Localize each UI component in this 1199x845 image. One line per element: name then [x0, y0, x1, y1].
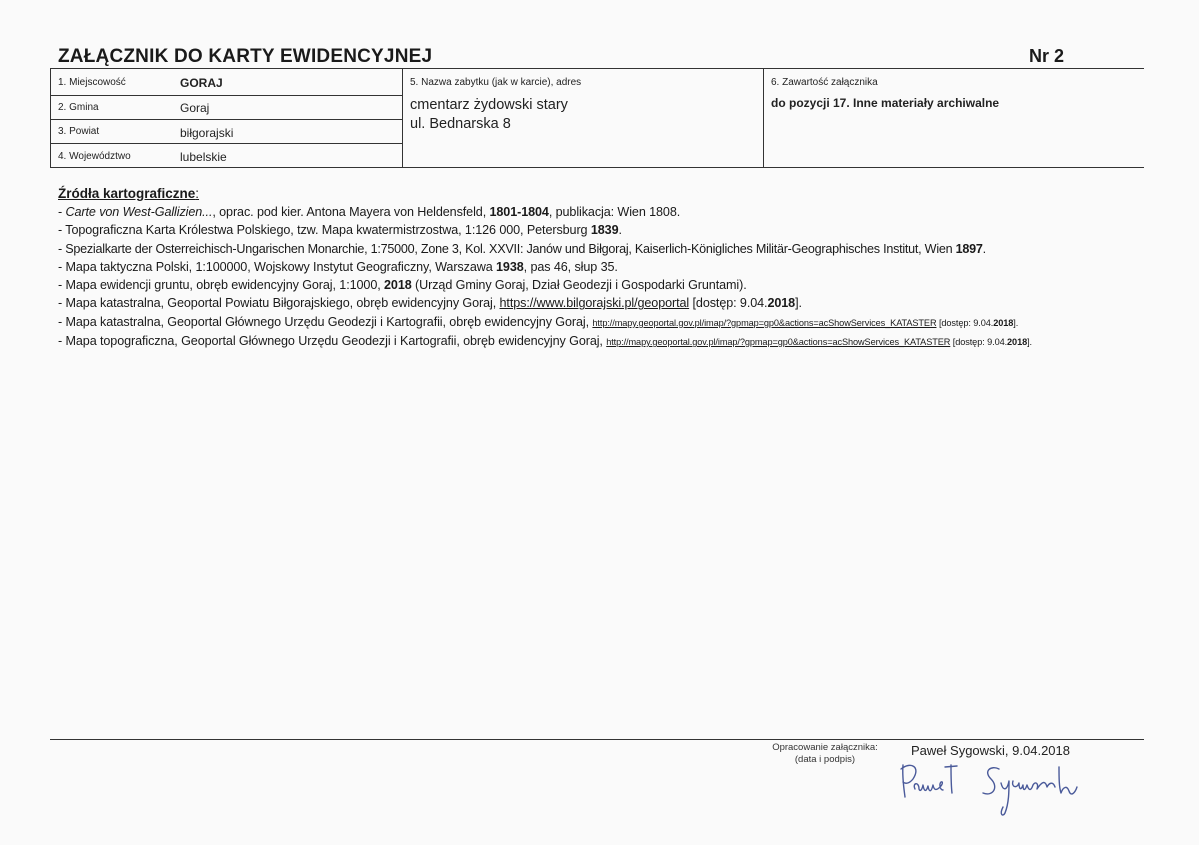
- field-value-nazwa: [410, 96, 568, 134]
- source-link[interactable]: https://www.bilgorajski.pl/geoportal: [499, 296, 690, 311]
- table-top-border: [50, 68, 1144, 69]
- row-divider-1: [50, 95, 402, 96]
- source-title: Carte von West-Gallizien...: [65, 205, 213, 219]
- source-text: - Mapa topograficzna, Geoportal Głównego Urzędu Geodezji i Kartografii, obręb ewidencyjny Goraj,: [58, 334, 607, 349]
- source-link[interactable]: http://mapy.geoportal.gov.pl/imap/?gpmap=gp0&actions=acShowServices_KATASTER: [606, 337, 951, 348]
- source-tail: , publikacja: Wien 1808.: [548, 205, 681, 219]
- source-prefix: -: [58, 205, 66, 219]
- field-label-powiat: 3. Powiat: [58, 126, 100, 137]
- column-divider-2: [763, 68, 764, 168]
- footer-label-line1: Opracowanie załącznika:: [772, 742, 878, 753]
- source-access: [dostęp: 9.04.: [936, 317, 994, 328]
- footer-divider: [50, 739, 1144, 740]
- row-divider-3: [50, 143, 402, 144]
- source-text: , oprac. pod kier. Antona Mayera von Heldensfeld,: [212, 205, 490, 219]
- source-tail: .: [982, 241, 986, 256]
- footer-label: [755, 742, 895, 766]
- field-label-zawartosc: 6. Zawartość załącznika: [771, 77, 878, 88]
- source-text: - Mapa katastralna, Geoportal Powiatu Biłgorajskiego, obręb ewidencyjny Goraj,: [58, 296, 500, 311]
- source-item: [58, 221, 1168, 239]
- table-left-border: [50, 68, 51, 168]
- source-year: 1801-1804: [489, 205, 549, 219]
- source-year: 1897: [955, 241, 983, 256]
- field-value-gmina: Goraj: [180, 101, 210, 115]
- row-divider-2: [50, 119, 402, 120]
- source-link[interactable]: http://mapy.geoportal.gov.pl/imap/?gpmap=gp0&actions=acShowServices_KATASTER: [592, 317, 937, 328]
- document-number: Nr 2: [1029, 46, 1065, 66]
- source-text: - Mapa taktyczna Polski, 1:100000, Wojskowy Instytut Geograficzny, Warszawa: [58, 259, 497, 274]
- sources-section: [58, 186, 1168, 351]
- source-item: [58, 332, 1168, 351]
- source-item: [58, 294, 1168, 312]
- source-item: [58, 276, 1168, 294]
- source-year: 1938: [496, 259, 524, 274]
- source-tail: ].: [1027, 337, 1032, 348]
- field-value-nazwa-line2: ul. Bednarska 8: [410, 116, 511, 132]
- field-value-powiat: biłgorajski: [180, 126, 234, 140]
- sources-heading-colon: :: [195, 186, 200, 201]
- source-access: [dostęp: 9.04.: [950, 337, 1008, 348]
- sources-heading: [58, 186, 1168, 201]
- source-year: 2018: [767, 296, 796, 311]
- field-value-miejscowosc: GORAJ: [180, 76, 223, 90]
- source-year: 1839: [590, 223, 619, 238]
- source-item: [58, 258, 1168, 276]
- footer-author-date: Paweł Sygowski, 9.04.2018: [911, 743, 1070, 758]
- source-tail: (Urząd Gminy Goraj, Dział Geodezji i Gospodarki Gruntami).: [411, 278, 747, 293]
- table-bottom-border: [50, 167, 1144, 168]
- source-year: 2018: [993, 317, 1014, 328]
- field-value-wojewodztwo: lubelskie: [180, 150, 227, 164]
- field-label-nazwa: 5. Nazwa zabytku (jak w karcie), adres: [410, 77, 582, 88]
- source-text: - Mapa ewidencji gruntu, obręb ewidencyjny Goraj, 1:1000,: [58, 278, 385, 293]
- handwritten-signature: [895, 757, 1095, 819]
- field-label-gmina: 2. Gmina: [58, 102, 99, 113]
- source-tail: ].: [1013, 317, 1019, 328]
- source-tail: ].: [795, 296, 802, 311]
- field-label-wojewodztwo: 4. Województwo: [58, 151, 131, 162]
- source-item: [58, 240, 1168, 258]
- column-divider-1: [402, 68, 403, 168]
- field-value-zawartosc: do pozycji 17. Inne materiały archiwalne: [771, 96, 1000, 110]
- field-value-nazwa-line1: cmentarz żydowski stary: [410, 97, 568, 113]
- source-year: 2018: [384, 278, 412, 293]
- source-text: - Mapa katastralna, Geoportal Głównego Urzędu Geodezji i Kartografii, obręb ewidencyjny Goraj,: [58, 314, 593, 329]
- source-access: [dostęp: 9.04.: [689, 296, 768, 311]
- source-item: [58, 313, 1168, 332]
- document-title: ZAŁĄCZNIK DO KARTY EWIDENCYJNEJ: [58, 46, 433, 67]
- source-tail: , pas 46, słup 35.: [523, 259, 618, 274]
- footer-label-line2: (data i podpis): [794, 754, 856, 765]
- source-item: [58, 203, 1168, 221]
- sources-heading-text: Źródła kartograficzne: [58, 186, 196, 201]
- source-text: - Topograficzna Karta Królestwa Polskiego, tzw. Mapa kwatermistrzostwa, 1:126 000, Petersburg: [58, 223, 591, 238]
- source-year: 2018: [1007, 337, 1028, 348]
- field-label-miejscowosc: 1. Miejscowość: [58, 77, 126, 88]
- source-tail: .: [618, 223, 622, 238]
- source-text: - Spezialkarte der Osterreichisch-Ungarischen Monarchie, 1:75000, Zone 3, Kol. XXVII: Janów und Biłgoraj, Kaiserlich-Königliches Militär-Geographisches Institut, Wien: [58, 241, 956, 256]
